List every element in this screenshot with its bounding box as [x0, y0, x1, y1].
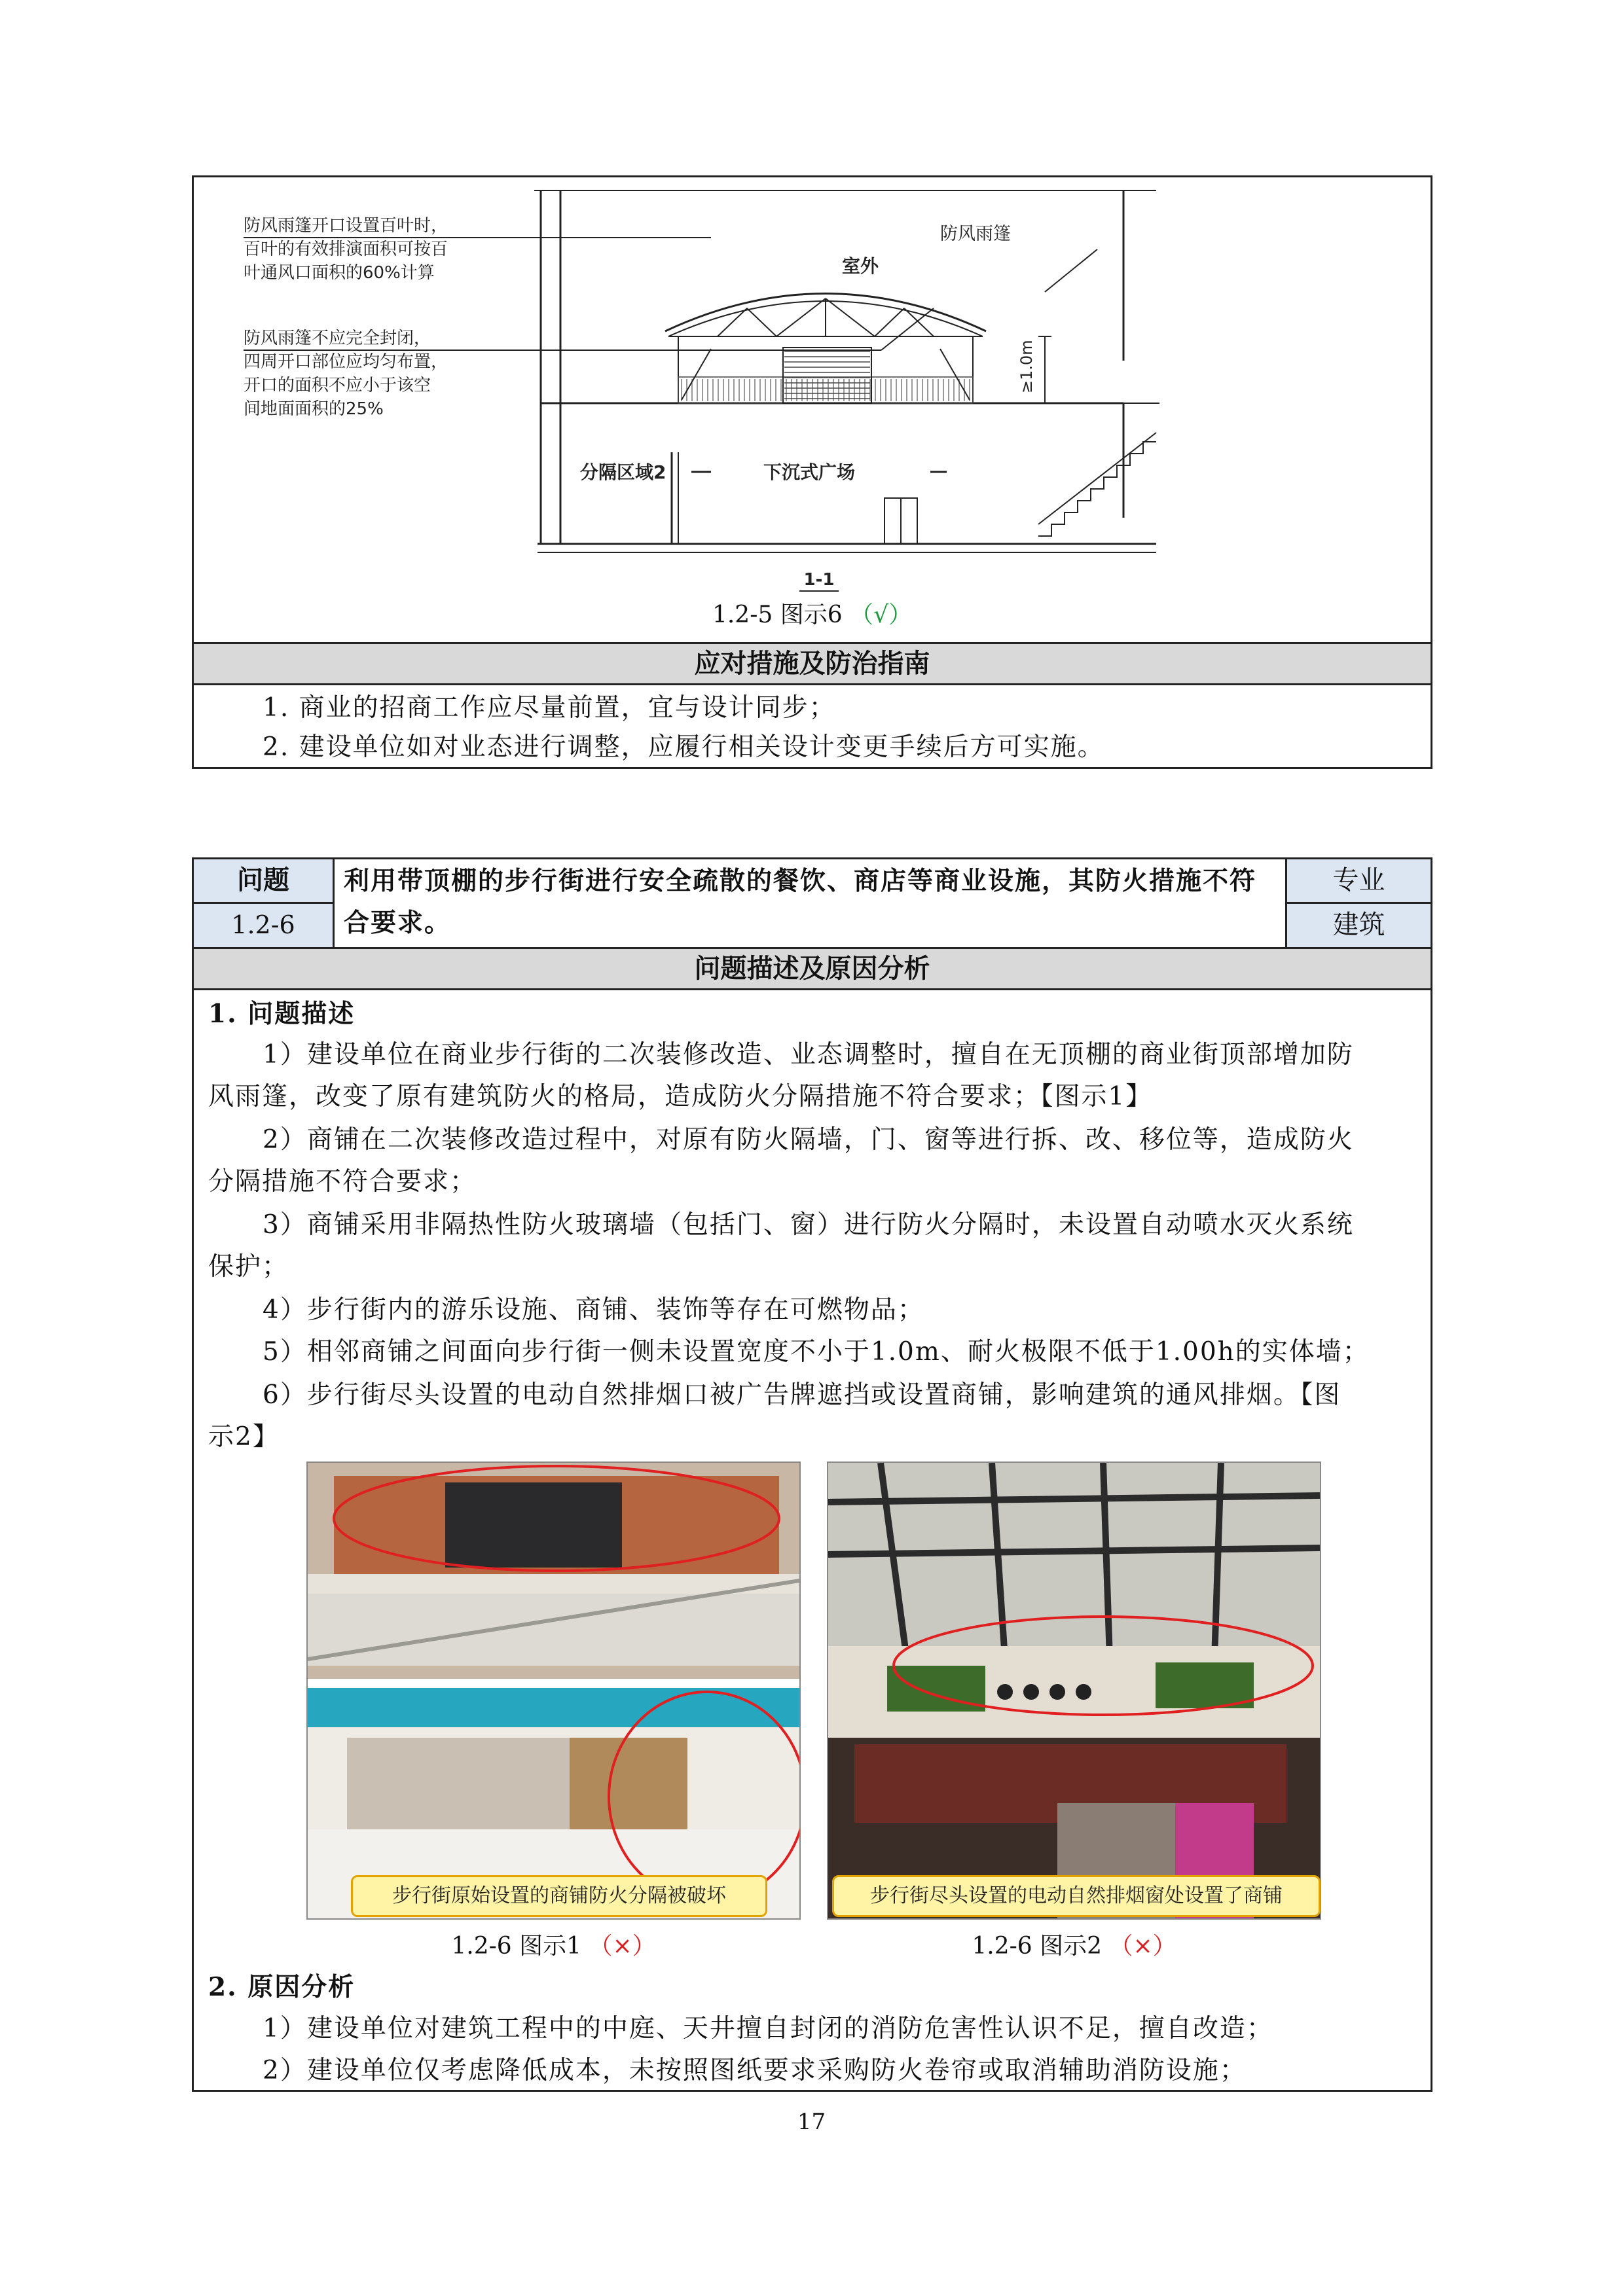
label-zone: 分隔区域2 [580, 461, 666, 483]
measure-item-1: 1. 商业的招商工作应尽量前置，宜与设计同步； [263, 693, 836, 723]
analysis-header: 问题描述及原因分析 [194, 947, 1431, 990]
note2-line3: 间地面面积的25% [244, 399, 384, 419]
photo2-tag: 步行街尽头设置的电动自然排烟窗处设置了商铺 [832, 1875, 1321, 1917]
label-plaza: 下沉式广场 [763, 461, 856, 483]
problem-id-cell: 1.2-6 [194, 904, 335, 947]
desc-line-5: 保护； [208, 1252, 289, 1282]
major-label-cell: 专业 [1287, 859, 1431, 904]
note1-line0: 防风雨篷开口设置百叶时， [244, 216, 448, 236]
desc-line-8: 6）步行街尽头设置的电动自然排烟口被广告牌遮挡或设置商铺，影响建筑的通风排烟。【图 [263, 1380, 1341, 1410]
section2-box [192, 857, 1432, 2092]
label-outdoor: 室外 [842, 255, 879, 277]
desc-line-7: 5）相邻商铺之间面向步行街一侧未设置宽度不小于1.0m、耐火极限不低于1.00h的实体墙； [263, 1337, 1370, 1367]
note2-line1: 四周开口部位应均匀布置， [244, 352, 448, 372]
desc-line-6: 4）步行街内的游乐设施、商铺、装饰等存在可燃物品； [263, 1295, 924, 1325]
cause-line-0: 1）建设单位对建筑工程中的中庭、天井擅自封闭的消防危害性认识不足，擅自改造； [263, 2014, 1273, 2043]
cause-heading: 2. 原因分析 [208, 1972, 356, 2002]
figure6-caption [194, 596, 1431, 630]
x-mark-2: （×） [1109, 1933, 1176, 1960]
label-height: ≥1.0m [1017, 340, 1036, 393]
note2-line0: 防风雨篷不应完全封闭， [244, 329, 431, 348]
check-mark: （√） [850, 601, 913, 628]
note2-line2: 开口的面积不应小于该空 [244, 376, 431, 395]
desc-line-3: 分隔措施不符合要求； [208, 1167, 477, 1196]
desc-line-0: 1）建设单位在商业步行街的二次装修改造、业态调整时，擅自在无顶棚的商业街顶部增加防 [263, 1040, 1354, 1069]
photo1-tag: 步行街原始设置的商铺防火分隔被破坏 [351, 1875, 767, 1917]
problem-label-cell: 问题 [194, 859, 335, 904]
desc-heading: 1. 问题描述 [208, 999, 356, 1029]
figure2-caption [827, 1928, 1321, 1961]
figure1-caption [306, 1928, 801, 1961]
countermeasures-header: 应对措施及防治指南 [194, 642, 1431, 685]
x-mark-1: （×） [589, 1933, 656, 1960]
note1-line1: 百叶的有效排演面积可按百 [244, 240, 448, 259]
note1-line2: 叶通风口面积的60%计算 [244, 263, 435, 283]
cause-line-1: 2）建设单位仅考虑降低成本，未按照图纸要求采购防火卷帘或取消辅助消防设施； [263, 2056, 1247, 2085]
canopy-section-diagram [194, 177, 1431, 596]
desc-line-2: 2）商铺在二次装修改造过程中，对原有防火隔墙，门、窗等进行拆、改、移位等，造成防火 [263, 1125, 1354, 1155]
figure2-caption-text: 1.2-6 图示2 [972, 1933, 1103, 1960]
figure6-caption-text: 1.2-5 图示6 [712, 601, 843, 628]
problem-title-line1: 利用带顶棚的步行街进行安全疏散的餐饮、商店等商业设施，其防火措施不符 [344, 866, 1257, 896]
page-number: 17 [797, 2109, 826, 2135]
photo-smoke-vent-shop [827, 1462, 1321, 1920]
section1-box [192, 175, 1432, 769]
desc-line-4: 3）商铺采用非隔热性防火玻璃墙（包括门、窗）进行防火分隔时，未设置自动喷水灭火系统 [263, 1210, 1354, 1240]
label-section: 1-1 [803, 570, 835, 590]
problem-title-cell [335, 859, 1287, 947]
measure-item-2: 2. 建设单位如对业态进行调整，应履行相关设计变更手续后方可实施。 [263, 732, 1104, 762]
figure1-caption-text: 1.2-6 图示1 [451, 1933, 582, 1960]
major-value-cell: 建筑 [1287, 904, 1431, 947]
problem-title-line2: 合要求。 [344, 908, 452, 938]
label-canopy: 防风雨篷 [940, 224, 1011, 244]
desc-line-1: 风雨篷，改变了原有建筑防火的格局，造成防火分隔措施不符合要求；【图示1】 [208, 1082, 1153, 1111]
photo-shop-partition [306, 1462, 801, 1920]
desc-line-9: 示2】 [208, 1422, 280, 1452]
